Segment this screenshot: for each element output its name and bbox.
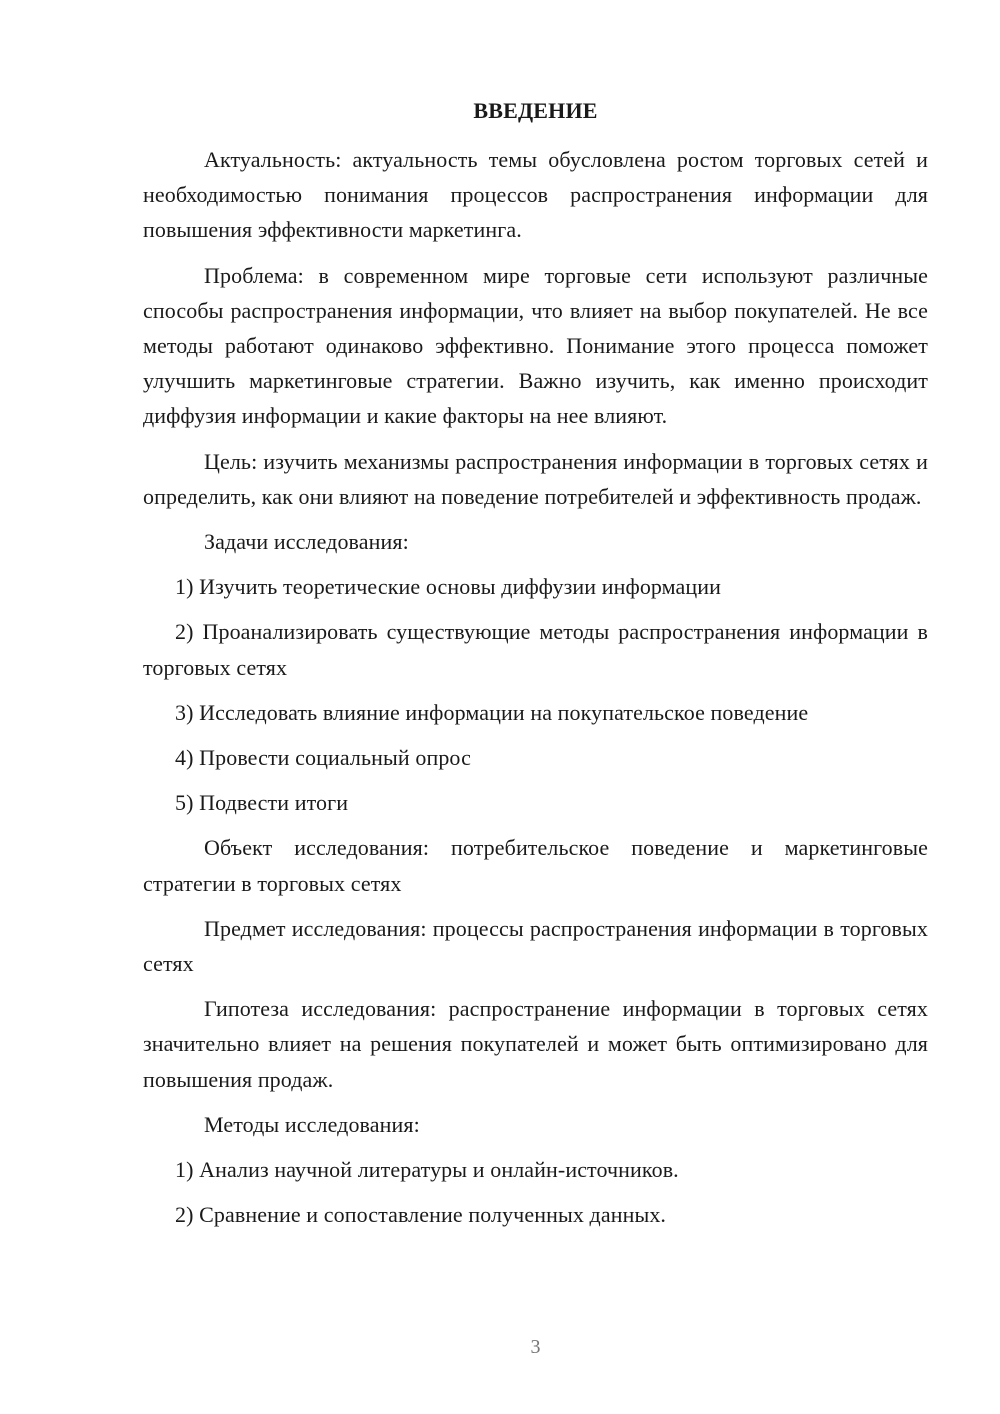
tasks-heading: Задачи исследования: [204, 529, 409, 555]
task-item: 3) Исследовать влияние информации на покупательское поведение [175, 699, 809, 725]
task-item: 1) Изучить теоретические основы диффузии информации [175, 574, 722, 600]
task-item: 4) Провести социальный опрос [175, 745, 471, 771]
document-body [143, 142, 928, 1242]
paragraph-relevance: Актуальность: актуальность темы обусловлена ростом торговых сетей и необходимостью понимания процессов распространения информации для повышения эффективности маркетинга. [143, 147, 928, 243]
paragraph-problem: Проблема: в современном мире торговые сети используют различные способы распространения информации, что влияет на выбор покупателей. Не все методы работают одинаково эффективно. Понимание этого процесса поможет улучшить маркетинговые стратегии. Важно изучить, как именно происходит диффузия информации и какие факторы на нее влияют. [143, 262, 928, 429]
method-item: 1) Анализ научной литературы и онлайн-источников. [175, 1157, 679, 1183]
task-item: 2) Проанализировать существующие методы распространения информации в торговых сетях [143, 619, 928, 680]
page-title: ВВЕДЕНИЕ [473, 98, 598, 123]
paragraph-object: Объект исследования: потребительское поведение и маркетинговые стратегии в торговых сетях [143, 835, 928, 896]
paragraph-hypothesis: Гипотеза исследования: распространение информации в торговых сетях значительно влияет на решения покупателей и может быть оптимизировано для повышения продаж. [143, 996, 928, 1092]
paragraph-goal: Цель: изучить механизмы распространения информации в торговых сетях и определить, как они влияют на поведение потребителей и эффективность продаж. [143, 448, 928, 509]
task-item: 5) Подвести итоги [175, 790, 349, 816]
paragraph-subject: Предмет исследования: процессы распространения информации в торговых сетях [143, 915, 928, 977]
document-page [143, 0, 928, 1414]
method-item: 2) Сравнение и сопоставление полученных данных. [175, 1202, 667, 1228]
methods-heading: Методы исследования: [204, 1111, 420, 1137]
page-number: 3 [530, 1336, 541, 1358]
